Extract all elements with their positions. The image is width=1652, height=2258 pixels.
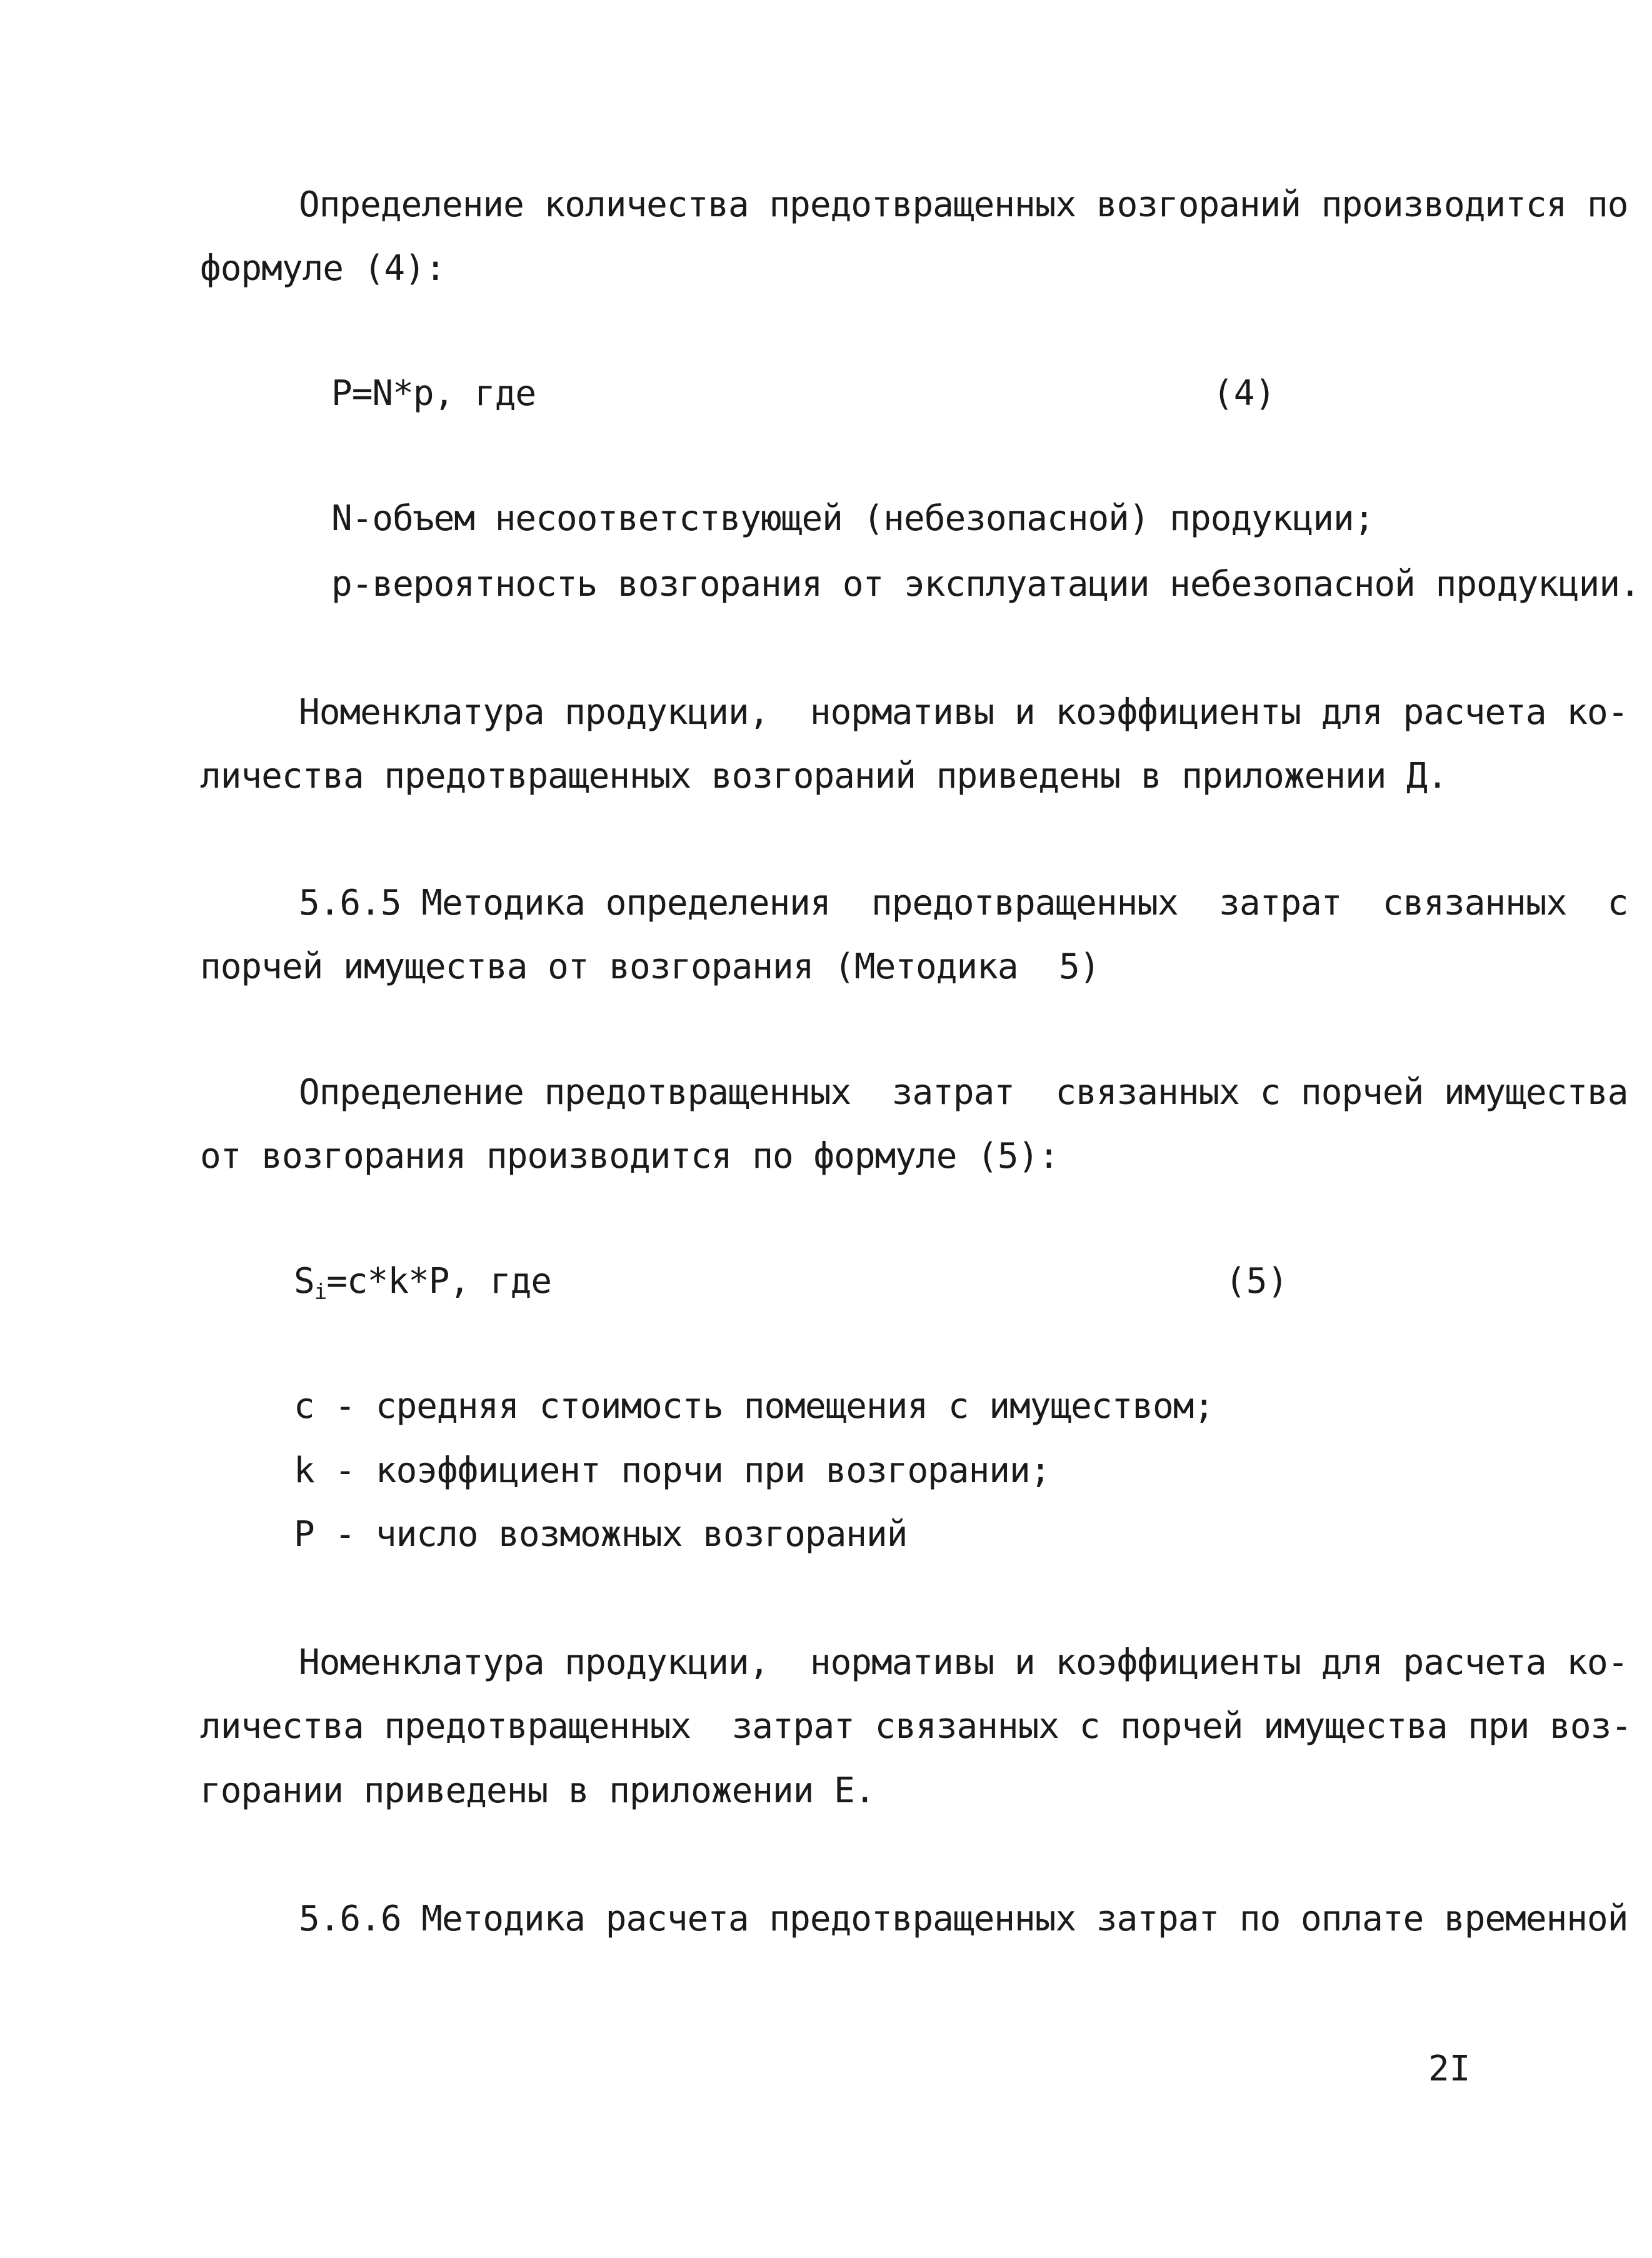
paragraph-2-line-2: личества предотвращенных возгораний приведены в приложении Д. bbox=[200, 756, 1448, 796]
paragraph-1-line-2: формуле (4): bbox=[200, 248, 446, 289]
paragraph-3-line-2: от возгорания производится по формуле (5): bbox=[200, 1136, 1059, 1177]
formula-5-symbol: S bbox=[294, 1261, 314, 1302]
definition-k: k - коэффициент порчи при возгорании; bbox=[294, 1450, 1051, 1491]
paragraph-4-line-3: горании приведены в приложении Е. bbox=[200, 1770, 875, 1811]
formula-5 bbox=[294, 1260, 551, 1314]
section-5-6-5-line-2: порчей имущества от возгорания (Методика 5) bbox=[200, 946, 1100, 987]
formula-4: P=N*p, где bbox=[331, 373, 536, 414]
section-5-6-5-line-1: 5.6.5 Методика определения предотвращенных затрат связанных с bbox=[299, 883, 1628, 923]
section-5-6-6-line-1: 5.6.6 Методика расчета предотвращенных затрат по оплате временной bbox=[299, 1899, 1628, 1939]
definition-N: N-объем несоответствующей (небезопасной) продукции; bbox=[331, 498, 1374, 539]
definition-p: p-вероятность возгорания от эксплуатации небезопасной продукции. bbox=[331, 564, 1640, 605]
page-number: 2I bbox=[1428, 2049, 1471, 2089]
paragraph-2-line-1: Номенклатура продукции, нормативы и коэффициенты для расчета ко- bbox=[299, 692, 1628, 733]
paragraph-4-line-1: Номенклатура продукции, нормативы и коэффициенты для расчета ко- bbox=[299, 1642, 1628, 1683]
definition-c: c - средняя стоимость помещения с имуществом; bbox=[294, 1386, 1214, 1427]
paragraph-3-line-1: Определение предотвращенных затрат связанных с порчей имущества bbox=[299, 1072, 1628, 1113]
formula-5-subscript: i bbox=[314, 1280, 327, 1305]
formula-5-number: (5) bbox=[1225, 1261, 1289, 1302]
formula-5-body: =c*k*P, где bbox=[326, 1261, 552, 1302]
paragraph-1-line-1: Определение количества предотвращенных возгораний производится по bbox=[299, 184, 1628, 225]
formula-4-number: (4) bbox=[1213, 373, 1276, 414]
definition-P: P - число возможных возгораний bbox=[294, 1514, 908, 1555]
paragraph-4-line-2: личества предотвращенных затрат связанных с порчей имущества при воз- bbox=[200, 1706, 1632, 1747]
